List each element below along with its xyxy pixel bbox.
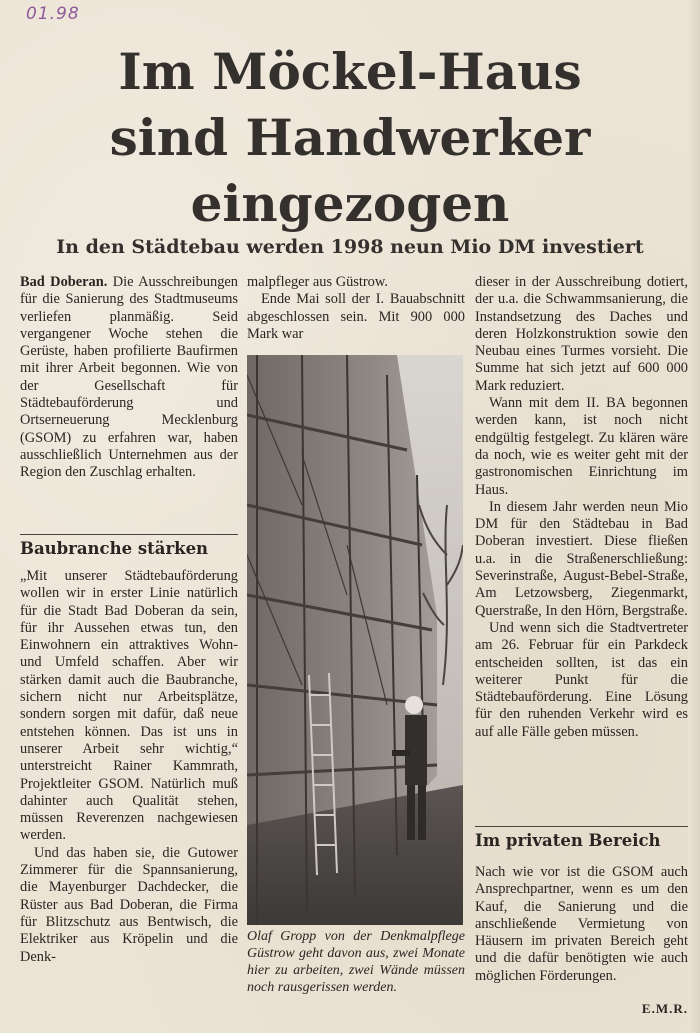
photo-caption: Olaf Gropp von der Denkmalpflege Güstrow geht davon aus, zwei Monate hier zu arbeiten, zwei Wände müssen noch rausgerissen werden. [247,929,465,995]
scaffolding-photo-illustration [247,355,463,925]
paragraph: Ende Mai soll der I. Bauabschnitt abgeschlossen sein. Mit 900 000 Mark war [247,291,465,342]
section-heading-text: Im privaten Bereich [475,826,688,855]
column-1-continued [20,568,238,966]
section-heading-baubranche [20,534,238,563]
paragraph: dieser in der Ausschreibung dotiert, der u.a. die Schwammsanierung, die Instandsetzung des Daches und deren Holzkonstruktion sowie den Neubau eines Turmes vorsieht. Die Summe hat sich jetzt auf 600 000 Mark reduziert. [475,274,688,394]
section-heading-text: Baubranche stärken [20,534,238,563]
headline-line-3: eingezogen [190,174,510,233]
section-heading-privat [475,826,688,855]
lead-paragraph [20,274,238,482]
scaffolding-photo [247,355,463,925]
paragraph: Und wenn sich die Stadtvertreter am 26. Februar für ein Parkdeck entscheiden sollten, ist das ein weiterer Punkt für die Städtebauförderung. Eine Lösung für den ruhenden Verkehr wird es auf alle Fälle geben müssen. [475,619,688,740]
quote-paragraph: „Mit unserer Städtebauförderung wollen wir in erster Linie natürlich für die Stadt Bad Doberan da sein, für ihr Aussehen etwas tun, den Einwohnern ein attraktives Wohn- und Umfeld schaffen. Aber wir stärken damit auch die Baubranche, sichern nicht nur Arbeitsplätze, sondern sorgen mit dafür, daß neue entstehen können. Das ist uns in unserer Arbeit sehr wichtig,“ unterstreicht Rainer Kammrath, Projektleiter GSOM. Natürlich muß dahinter auch Qualität stehen, müssen Reverenzen nachgewiesen werden. [20,568,238,844]
column-3-continued [475,864,688,985]
author-initials: E.M.R. [641,1001,688,1016]
paragraph: In diesem Jahr werden neun Mio DM für den Städtebau in Bad Doberan investiert. Diese fließen u.a. in die Straßenerschließung: Severinstraße, August-Bebel-Straße, Am Letzowsberg, Ziegenmarkt, Querstraße, In den Hörn, Bergstraße. [475,498,688,619]
lead-text: Die Ausschreibungen für die Sanierung des Stadtmuseums verliefen planmäßig. Seid vergangener Woche stehen die Gerüste, haben profilierte Baufirmen mit ihrer Arbeit begonnen. Wie von der Gesellschaft für Städtebauförderung und Ortserneuerung Mecklenburg (GSOM) zu erfahren war, haben ausschließlich Unternehmen aus der Region den Zuschlag erhalten. [20,274,238,481]
headline-line-1: Im Möckel-Haus [118,42,582,101]
subheadline: In den Städtebau werden 1998 neun Mio DM investiert [56,236,644,258]
column-3 [475,274,688,741]
column-1-lead [20,274,238,482]
dateline: Bad Doberan. [20,274,108,290]
paragraph: malpfleger aus Güstrow. [247,274,388,290]
clipping-edge [688,0,700,1033]
headline-line-2: sind Handwerker [109,108,591,167]
paragraph: Wann mit dem II. BA begonnen werden kann, ist noch nicht endgültig festgelegt. Zu klären wäre da noch, wie es weiter geht mit der gastronomischen Einrichtung im Haus. [475,395,688,498]
handwritten-date: 01.98 [26,4,80,24]
column-2 [247,274,465,343]
paragraph: Und das haben sie, die Gutower Zimmerer für die Spannsanierung, die Mayenburger Dachdecker, die Rüster aus Bad Doberan, die Firma für Blitzschutz aus Bentwisch, die Elektriker aus Kröpelin und die Denk- [20,844,238,965]
paragraph: Nach wie vor ist die GSOM auch Ansprechpartner, wenn es um den Kauf, die Sanierung und die anschließende Vermietung von Häusern im privaten Bereich geht und die dafür benötigten wie auch möglichen Förderungen. [475,864,688,984]
